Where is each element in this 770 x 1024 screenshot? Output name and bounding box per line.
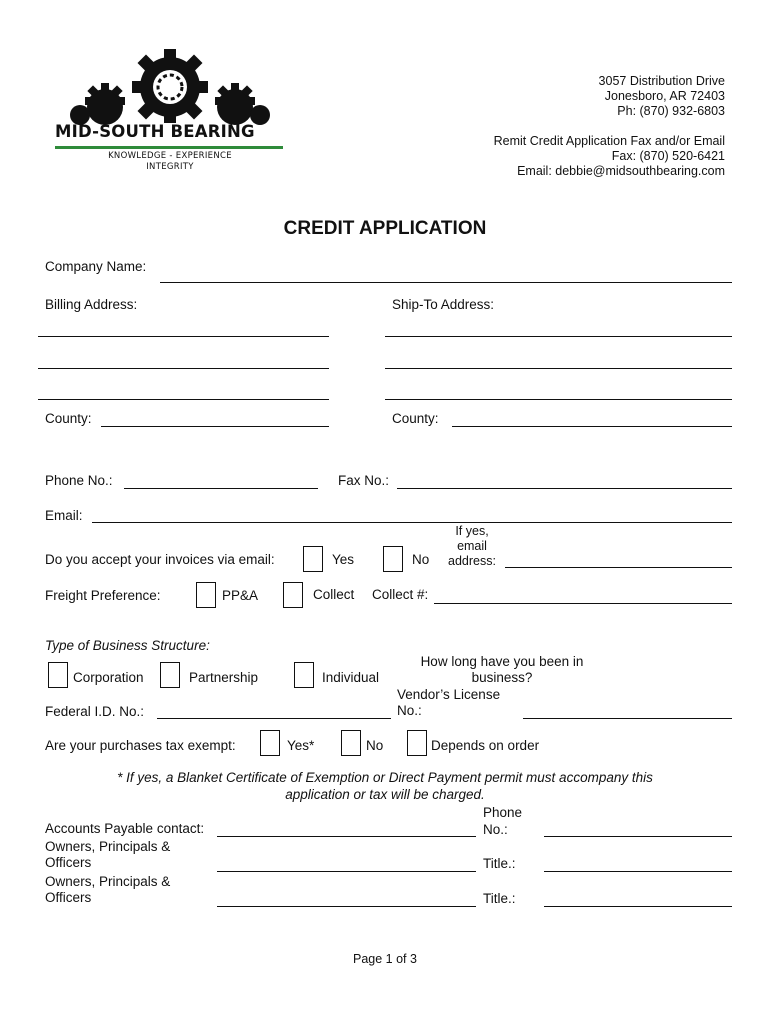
ap-phone-field[interactable]: [544, 836, 732, 837]
page-number: Page 1 of 3: [353, 952, 417, 966]
logo-name: MID-SOUTH BEARING: [55, 122, 255, 141]
tax-exempt-no-label: No: [366, 738, 384, 753]
freight-collect-checkbox[interactable]: [283, 582, 303, 608]
invoice-email-no-checkbox[interactable]: [383, 546, 403, 572]
tax-exempt-yes-label: Yes*: [287, 738, 315, 753]
billing-address-line-2[interactable]: [38, 368, 329, 369]
invoice-email-question: Do you accept your invoices via email:: [45, 552, 275, 567]
owner-name-field-1[interactable]: [217, 871, 476, 872]
tax-exempt-yes-checkbox[interactable]: [260, 730, 280, 756]
owner-title-label-1: Title.:: [483, 856, 516, 871]
owners-label-2: Owners, Principals & Officers: [45, 874, 171, 905]
ship-to-address-line-2[interactable]: [385, 368, 732, 369]
corporation-checkbox[interactable]: [48, 662, 68, 688]
business-structure-heading: Type of Business Structure:: [45, 638, 210, 653]
federal-id-field[interactable]: [157, 718, 391, 719]
remit-instructions: Remit Credit Application Fax and/or Email: [493, 134, 725, 148]
individual-label: Individual: [322, 670, 380, 685]
owner-title-field-1[interactable]: [544, 871, 732, 872]
individual-checkbox[interactable]: [294, 662, 314, 688]
federal-id-label: Federal I.D. No.:: [45, 704, 145, 719]
tax-exempt-depends-label: Depends on order: [431, 738, 540, 753]
billing-county-field[interactable]: [101, 426, 329, 427]
tax-exemption-note: * If yes, a Blanket Certificate of Exemption or Direct Payment permit must accompany this application or tax will be charged.: [117, 770, 653, 802]
billing-address-label: Billing Address:: [45, 297, 138, 312]
tax-exempt-question: Are your purchases tax exempt:: [45, 738, 236, 753]
invoice-email-yes-checkbox[interactable]: [303, 546, 323, 572]
owners-label-1: Owners, Principals & Officers: [45, 839, 171, 870]
address-city: Jonesboro, AR 72403: [604, 89, 725, 103]
tax-exempt-no-checkbox[interactable]: [341, 730, 361, 756]
remit-email: Email: debbie@midsouthbearing.com: [517, 164, 725, 178]
collect-number-label: Collect #:: [372, 587, 429, 602]
invoice-email-yes-label: Yes: [332, 552, 355, 567]
freight-collect-label: Collect: [313, 587, 355, 602]
phone-label: Phone No.:: [45, 473, 113, 488]
freight-preference-label: Freight Preference:: [45, 588, 161, 603]
collect-number-field[interactable]: [434, 603, 732, 604]
billing-county-label: County:: [45, 411, 92, 426]
gears-icon: [55, 45, 285, 125]
company-logo: [55, 45, 285, 175]
email-field[interactable]: [92, 522, 732, 523]
freight-ppa-label: PP&A: [222, 588, 259, 603]
fax-label: Fax No.:: [338, 473, 390, 488]
address-street: 3057 Distribution Drive: [598, 74, 725, 88]
email-label: Email:: [45, 508, 83, 523]
partnership-label: Partnership: [189, 670, 259, 685]
ship-to-county-label: County:: [392, 411, 439, 426]
ap-phone-label: Phone No.:: [483, 805, 523, 837]
ship-to-county-field[interactable]: [452, 426, 732, 427]
tax-exempt-depends-checkbox[interactable]: [407, 730, 427, 756]
invoice-email-address-label: If yes, email address:: [448, 524, 496, 568]
company-name-field[interactable]: [160, 282, 732, 283]
ap-contact-field[interactable]: [217, 836, 476, 837]
phone-field[interactable]: [124, 488, 318, 489]
partnership-checkbox[interactable]: [160, 662, 180, 688]
company-name-label: Company Name:: [45, 259, 147, 274]
vendor-license-field[interactable]: [523, 718, 732, 719]
billing-address-line-1[interactable]: [38, 336, 329, 337]
logo-tagline: KNOWLEDGE - EXPERIENCE INTEGRITY: [108, 151, 232, 172]
ship-to-address-label: Ship-To Address:: [392, 297, 495, 312]
invoice-email-address-field[interactable]: [505, 567, 732, 568]
page-title: CREDIT APPLICATION: [283, 218, 487, 239]
ship-to-address-line-1[interactable]: [385, 336, 732, 337]
company-address: [494, 74, 725, 179]
address-phone: Ph: (870) 932-6803: [617, 104, 725, 118]
vendor-license-label: Vendor’s License No.:: [397, 687, 501, 718]
freight-ppa-checkbox[interactable]: [196, 582, 216, 608]
logo-accent-bar: [55, 146, 283, 149]
owner-title-field-2[interactable]: [544, 906, 732, 907]
billing-address-line-3[interactable]: [38, 399, 329, 400]
years-in-business-label: How long have you been in business?: [420, 654, 584, 685]
invoice-email-no-label: No: [412, 552, 430, 567]
owner-name-field-2[interactable]: [217, 906, 476, 907]
owner-title-label-2: Title.:: [483, 891, 516, 906]
remit-fax: Fax: (870) 520-6421: [611, 149, 725, 163]
corporation-label: Corporation: [73, 670, 144, 685]
ship-to-address-line-3[interactable]: [385, 399, 732, 400]
fax-field[interactable]: [397, 488, 732, 489]
ap-contact-label: Accounts Payable contact:: [45, 821, 205, 836]
